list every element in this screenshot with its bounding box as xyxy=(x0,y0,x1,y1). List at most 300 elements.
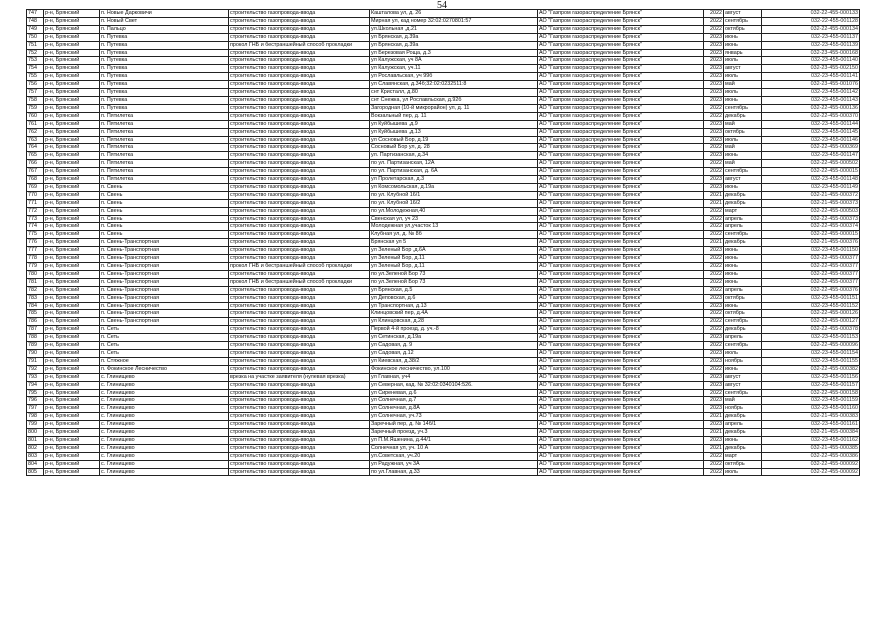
organization-cell: АО "Газпром газораспределение Брянск" xyxy=(538,89,704,97)
organization-cell: АО "Газпром газораспределение Брянск" xyxy=(538,326,704,334)
year-cell: 2023 xyxy=(704,49,724,57)
code-cell: 032-22-455-000127 xyxy=(762,318,860,326)
table-row xyxy=(27,73,860,81)
work-type-cell: строительство газопровода-ввода xyxy=(229,270,370,278)
month-cell: декабрь xyxy=(724,191,762,199)
district-cell: р-н, Брянский xyxy=(44,231,100,239)
district-cell: р-н, Брянский xyxy=(44,144,100,152)
month-cell: июнь xyxy=(724,152,762,160)
locality-cell: с. Глинищево xyxy=(100,436,229,444)
code-cell: 032-22-455-000374 xyxy=(762,223,860,231)
address-cell: Первой 4-й проезд, д. уч.-8 xyxy=(370,326,538,334)
address-cell: ул Славянская, д.34б;32:02:0232511:8 xyxy=(370,81,538,89)
year-cell: 2021 xyxy=(704,239,724,247)
year-cell: 2023 xyxy=(704,334,724,342)
year-cell: 2023 xyxy=(704,349,724,357)
month-cell: июль xyxy=(724,468,762,476)
row-number-cell: 768 xyxy=(27,176,44,184)
organization-cell: АО "Газпром газораспределение Брянск" xyxy=(538,215,704,223)
row-number-cell: 752 xyxy=(27,49,44,57)
district-cell: р-н, Брянский xyxy=(44,405,100,413)
row-number-cell: 802 xyxy=(27,444,44,452)
organization-cell: АО "Газпром газораспределение Брянск" xyxy=(538,436,704,444)
locality-cell: п. Пятилетка xyxy=(100,136,229,144)
locality-cell: п. Путевка xyxy=(100,96,229,104)
month-cell: июль xyxy=(724,73,762,81)
table-row xyxy=(27,389,860,397)
month-cell: июнь xyxy=(724,247,762,255)
table-row xyxy=(27,65,860,73)
month-cell: июль xyxy=(724,57,762,65)
locality-cell: п. Путевка xyxy=(100,57,229,65)
year-cell: 2021 xyxy=(704,429,724,437)
year-cell: 2023 xyxy=(704,41,724,49)
row-number-cell: 792 xyxy=(27,365,44,373)
address-cell: ул Комсомольская, д.19а xyxy=(370,183,538,191)
district-cell: р-н, Брянский xyxy=(44,263,100,271)
month-cell: июнь xyxy=(724,278,762,286)
year-cell: 2023 xyxy=(704,73,724,81)
month-cell: сентябрь xyxy=(724,389,762,397)
table-row xyxy=(27,270,860,278)
address-cell: ул Радужная, уч 3А xyxy=(370,460,538,468)
table-row xyxy=(27,25,860,33)
organization-cell: АО "Газпром газораспределение Брянск" xyxy=(538,183,704,191)
organization-cell: АО "Газпром газораспределение Брянск" xyxy=(538,191,704,199)
address-cell: ул Куйбышева ,д.9 xyxy=(370,120,538,128)
address-cell: ул П.М.Яшенина, д.44/1 xyxy=(370,436,538,444)
code-cell: 032-22-455-000136 xyxy=(762,104,860,112)
locality-cell: п. Новый Свет xyxy=(100,17,229,25)
row-number-cell: 756 xyxy=(27,81,44,89)
row-number-cell: 781 xyxy=(27,278,44,286)
table-row xyxy=(27,294,860,302)
address-cell: Молодежная ул,участок 13 xyxy=(370,223,538,231)
year-cell: 2022 xyxy=(704,215,724,223)
district-cell: р-н, Брянский xyxy=(44,152,100,160)
organization-cell: АО "Газпром газораспределение Брянск" xyxy=(538,10,704,18)
table-row xyxy=(27,191,860,199)
code-cell: 032-22-455-000369 xyxy=(762,144,860,152)
row-number-cell: 772 xyxy=(27,207,44,215)
district-cell: р-н, Брянский xyxy=(44,96,100,104)
table-row xyxy=(27,310,860,318)
work-type-cell: строительство газопровода-ввода xyxy=(229,468,370,476)
address-cell: по ул.Главная, д.33 xyxy=(370,468,538,476)
table-row xyxy=(27,49,860,57)
year-cell: 2022 xyxy=(704,17,724,25)
year-cell: 2022 xyxy=(704,231,724,239)
work-type-cell: строительство газопровода-ввода xyxy=(229,207,370,215)
address-cell: Сосновый Бор ул, д. 28 xyxy=(370,144,538,152)
year-cell: 2022 xyxy=(704,310,724,318)
work-type-cell: врезка на участке заявителя (нулевая врезка) xyxy=(229,373,370,381)
organization-cell: АО "Газпром газораспределение Брянск" xyxy=(538,413,704,421)
work-type-cell: строительство газопровода-ввода xyxy=(229,389,370,397)
month-cell: декабрь xyxy=(724,112,762,120)
table-row xyxy=(27,326,860,334)
address-cell: ул Сосновый Бор, д.19 xyxy=(370,136,538,144)
locality-cell: п. Пятилетка xyxy=(100,120,229,128)
table-row xyxy=(27,429,860,437)
work-type-cell: строительство газопровода-ввода xyxy=(229,342,370,350)
organization-cell: АО "Газпром газораспределение Брянск" xyxy=(538,57,704,65)
address-cell: ул Зеленый Бор, д.11 xyxy=(370,255,538,263)
month-cell: январь xyxy=(724,49,762,57)
month-cell: август xyxy=(724,10,762,18)
table-row xyxy=(27,460,860,468)
year-cell: 2023 xyxy=(704,373,724,381)
locality-cell: с. Глинищево xyxy=(100,468,229,476)
organization-cell: АО "Газпром газораспределение Брянск" xyxy=(538,334,704,342)
locality-cell: п. Пальцо xyxy=(100,25,229,33)
year-cell: 2023 xyxy=(704,81,724,89)
row-number-cell: 755 xyxy=(27,73,44,81)
year-cell: 2022 xyxy=(704,468,724,476)
work-type-cell: строительство газопровода-ввода xyxy=(229,89,370,97)
row-number-cell: 786 xyxy=(27,318,44,326)
year-cell: 2021 xyxy=(704,191,724,199)
work-type-cell: строительство газопровода-ввода xyxy=(229,452,370,460)
locality-cell: п. Путевка xyxy=(100,65,229,73)
year-cell: 2023 xyxy=(704,421,724,429)
address-cell: ул. Партизанская, д.34 xyxy=(370,152,538,160)
organization-cell: АО "Газпром газораспределение Брянск" xyxy=(538,136,704,144)
month-cell: апрель xyxy=(724,223,762,231)
row-number-cell: 771 xyxy=(27,199,44,207)
work-type-cell: строительство газопровода-ввода xyxy=(229,128,370,136)
table-row xyxy=(27,96,860,104)
table-row xyxy=(27,334,860,342)
row-number-cell: 777 xyxy=(27,247,44,255)
organization-cell: АО "Газпром газораспределение Брянск" xyxy=(538,389,704,397)
organization-cell: АО "Газпром газораспределение Брянск" xyxy=(538,294,704,302)
year-cell: 2023 xyxy=(704,302,724,310)
district-cell: р-н, Брянский xyxy=(44,255,100,263)
year-cell: 2022 xyxy=(704,389,724,397)
code-cell: 032-22-455-000378 xyxy=(762,326,860,334)
locality-cell: п. Свень-Транспортная xyxy=(100,255,229,263)
table-row xyxy=(27,318,860,326)
month-cell: ноябрь xyxy=(724,357,762,365)
work-type-cell: прокол ГНБ и бестраншейный способ прокладки xyxy=(229,263,370,271)
locality-cell: с. Глинищево xyxy=(100,413,229,421)
year-cell: 2022 xyxy=(704,112,724,120)
code-cell: 032-23-455-001151 xyxy=(762,294,860,302)
district-cell: р-н, Брянский xyxy=(44,460,100,468)
month-cell: декабрь xyxy=(724,444,762,452)
table-row xyxy=(27,168,860,176)
address-cell: по ул.Зеленой Бор 73 xyxy=(370,278,538,286)
table-row xyxy=(27,120,860,128)
page-number: 54 xyxy=(437,0,447,11)
year-cell: 2022 xyxy=(704,144,724,152)
district-cell: р-н, Брянский xyxy=(44,452,100,460)
code-cell: 032-23-455-001144 xyxy=(762,120,860,128)
locality-cell: с. Глинищево xyxy=(100,421,229,429)
address-cell: ул Зеленый Бор, д.11 xyxy=(370,263,538,271)
locality-cell: с. Глинищево xyxy=(100,397,229,405)
work-type-cell: строительство газопровода-ввода xyxy=(229,199,370,207)
month-cell: декабрь xyxy=(724,413,762,421)
table-row xyxy=(27,128,860,136)
code-cell: 032-23-455-002150 xyxy=(762,65,860,73)
table-row xyxy=(27,57,860,65)
code-cell: 032-22-455-000134 xyxy=(762,25,860,33)
organization-cell: АО "Газпром газораспределение Брянск" xyxy=(538,357,704,365)
organization-cell: АО "Газпром газораспределение Брянск" xyxy=(538,128,704,136)
address-cell: Фокинское лесничество, ул.100 xyxy=(370,365,538,373)
table-row xyxy=(27,199,860,207)
work-type-cell: строительство газопровода-ввода xyxy=(229,144,370,152)
year-cell: 2022 xyxy=(704,460,724,468)
address-cell: ул Сетинская, д.19а xyxy=(370,334,538,342)
table-row xyxy=(27,223,860,231)
district-cell: р-н, Брянский xyxy=(44,176,100,184)
address-cell: ул Солнечная, д.8А xyxy=(370,405,538,413)
code-cell: 032-22-455-000133 xyxy=(762,10,860,18)
locality-cell: с. Глинищево xyxy=(100,373,229,381)
table-row xyxy=(27,452,860,460)
month-cell: июнь xyxy=(724,436,762,444)
code-cell: 032-22-455-000377 xyxy=(762,278,860,286)
organization-cell: АО "Газпром газораспределение Брянск" xyxy=(538,33,704,41)
work-type-cell: строительство газопровода-ввода xyxy=(229,65,370,73)
month-cell: май xyxy=(724,160,762,168)
month-cell: июль xyxy=(724,89,762,97)
district-cell: р-н, Брянский xyxy=(44,191,100,199)
code-cell: 032-23-455-001149 xyxy=(762,183,860,191)
address-cell: ул Главная, уч4 xyxy=(370,373,538,381)
month-cell: август xyxy=(724,381,762,389)
work-type-cell: строительство газопровода-ввода xyxy=(229,112,370,120)
month-cell: июнь xyxy=(724,255,762,263)
district-cell: р-н, Брянский xyxy=(44,160,100,168)
work-type-cell: строительство газопровода-ввода xyxy=(229,334,370,342)
district-cell: р-н, Брянский xyxy=(44,41,100,49)
year-cell: 2022 xyxy=(704,326,724,334)
address-cell: ул Калужская, уч 8А xyxy=(370,57,538,65)
organization-cell: АО "Газпром газораспределение Брянск" xyxy=(538,263,704,271)
code-cell: 032-23-455-001141 xyxy=(762,73,860,81)
month-cell: декабрь xyxy=(724,326,762,334)
address-cell: ул Зеленый Бор ,д.6А xyxy=(370,247,538,255)
district-cell: р-н, Брянский xyxy=(44,81,100,89)
work-type-cell: строительство газопровода-ввода xyxy=(229,444,370,452)
organization-cell: АО "Газпром газораспределение Брянск" xyxy=(538,152,704,160)
year-cell: 2023 xyxy=(704,381,724,389)
code-cell: 032-23-455-001161 xyxy=(762,421,860,429)
table-row xyxy=(27,365,860,373)
address-cell: Клубная ул, д. № 8б xyxy=(370,231,538,239)
district-cell: р-н, Брянский xyxy=(44,349,100,357)
row-number-cell: 804 xyxy=(27,460,44,468)
year-cell: 2023 xyxy=(704,128,724,136)
work-type-cell: строительство газопровода-ввода xyxy=(229,104,370,112)
month-cell: июнь xyxy=(724,263,762,271)
month-cell: июнь xyxy=(724,41,762,49)
month-cell: май xyxy=(724,81,762,89)
code-cell: 032-23-455-001154 xyxy=(762,349,860,357)
month-cell: сентябрь xyxy=(724,231,762,239)
code-cell: 032-23-455-001142 xyxy=(762,89,860,97)
locality-cell: п. Свень xyxy=(100,207,229,215)
address-cell: ул Солнечная, уч.73 xyxy=(370,413,538,421)
year-cell: 2023 xyxy=(704,397,724,405)
organization-cell: АО "Газпром газораспределение Брянск" xyxy=(538,168,704,176)
row-number-cell: 766 xyxy=(27,160,44,168)
row-number-cell: 778 xyxy=(27,255,44,263)
locality-cell: п. Сеть xyxy=(100,334,229,342)
code-cell: 032-23-455-001157 xyxy=(762,381,860,389)
locality-cell: п. Пятилетка xyxy=(100,176,229,184)
row-number-cell: 761 xyxy=(27,120,44,128)
row-number-cell: 803 xyxy=(27,452,44,460)
code-cell: 032-23-455-001150 xyxy=(762,247,860,255)
locality-cell: п. Путевка xyxy=(100,33,229,41)
month-cell: сентябрь xyxy=(724,318,762,326)
locality-cell: п. Путевка xyxy=(100,49,229,57)
work-type-cell: прокол ГНБ и бестраншейный способ прокладки xyxy=(229,278,370,286)
work-type-cell: строительство газопровода-ввода xyxy=(229,17,370,25)
district-cell: р-н, Брянский xyxy=(44,294,100,302)
year-cell: 2023 xyxy=(704,183,724,191)
row-number-cell: 796 xyxy=(27,397,44,405)
code-cell: 032-23-455-001140 xyxy=(762,57,860,65)
locality-cell: с. Глинищево xyxy=(100,389,229,397)
code-cell: 032-22-455-000376 xyxy=(762,286,860,294)
address-cell: ул Калужская, уч.11 xyxy=(370,65,538,73)
address-cell: по ул.Молодежная,40 xyxy=(370,207,538,215)
code-cell: 032-23-455-001160 xyxy=(762,405,860,413)
work-type-cell: строительство газопровода-ввода xyxy=(229,73,370,81)
organization-cell: АО "Газпром газораспределение Брянск" xyxy=(538,302,704,310)
year-cell: 2022 xyxy=(704,223,724,231)
address-cell: Брянская ул 5 xyxy=(370,239,538,247)
code-cell: 032-23-455-001139 xyxy=(762,41,860,49)
work-type-cell: строительство газопровода-ввода xyxy=(229,326,370,334)
district-cell: р-н, Брянский xyxy=(44,199,100,207)
row-number-cell: 754 xyxy=(27,65,44,73)
locality-cell: п. Сеть xyxy=(100,349,229,357)
address-cell: ул Куйбышева ,д.13 xyxy=(370,128,538,136)
table-row xyxy=(27,349,860,357)
district-cell: р-н, Брянский xyxy=(44,65,100,73)
month-cell: сентябрь xyxy=(724,17,762,25)
row-number-cell: 751 xyxy=(27,41,44,49)
month-cell: июнь xyxy=(724,183,762,191)
row-number-cell: 767 xyxy=(27,168,44,176)
organization-cell: АО "Газпром газораспределение Брянск" xyxy=(538,310,704,318)
district-cell: р-н, Брянский xyxy=(44,326,100,334)
address-cell: по ул. Партизанская, д. 6А xyxy=(370,168,538,176)
row-number-cell: 787 xyxy=(27,326,44,334)
row-number-cell: 797 xyxy=(27,405,44,413)
district-cell: р-н, Брянский xyxy=(44,73,100,81)
district-cell: р-н, Брянский xyxy=(44,286,100,294)
row-number-cell: 762 xyxy=(27,128,44,136)
year-cell: 2023 xyxy=(704,405,724,413)
organization-cell: АО "Газпром газораспределение Брянск" xyxy=(538,207,704,215)
table-row xyxy=(27,342,860,350)
work-type-cell: строительство газопровода-ввода xyxy=(229,10,370,18)
address-cell: Солнечная ул, уч. 10 А xyxy=(370,444,538,452)
address-cell: снт Снежка, ул Рославльская, д.92б xyxy=(370,96,538,104)
work-type-cell: строительство газопровода-ввода xyxy=(229,120,370,128)
month-cell: май xyxy=(724,120,762,128)
locality-cell: п. Путевка xyxy=(100,104,229,112)
work-type-cell: строительство газопровода-ввода xyxy=(229,57,370,65)
table-row xyxy=(27,381,860,389)
locality-cell: п. Свень-Транспортная xyxy=(100,278,229,286)
organization-cell: АО "Газпром газораспределение Брянск" xyxy=(538,112,704,120)
year-cell: 2023 xyxy=(704,294,724,302)
table-row xyxy=(27,286,860,294)
year-cell: 2023 xyxy=(704,65,724,73)
locality-cell: п. Свень xyxy=(100,199,229,207)
table-row xyxy=(27,104,860,112)
month-cell: март xyxy=(724,452,762,460)
month-cell: июнь xyxy=(724,365,762,373)
code-cell: 032-23-455-001137 xyxy=(762,33,860,41)
district-cell: р-н, Брянский xyxy=(44,183,100,191)
locality-cell: п. Свень xyxy=(100,191,229,199)
district-cell: р-н, Брянский xyxy=(44,278,100,286)
month-cell: сентябрь xyxy=(724,104,762,112)
row-number-cell: 758 xyxy=(27,96,44,104)
district-cell: р-н, Брянский xyxy=(44,365,100,373)
address-cell: ул Сиреневая, д.6 xyxy=(370,389,538,397)
work-type-cell: прокол ГНБ и бестраншейный способ прокладки xyxy=(229,41,370,49)
address-cell: ул Брянская, д.5 xyxy=(370,286,538,294)
district-cell: р-н, Брянский xyxy=(44,334,100,342)
row-number-cell: 750 xyxy=(27,33,44,41)
month-cell: август xyxy=(724,65,762,73)
table-row xyxy=(27,183,860,191)
code-cell: 032-22-455-000377 xyxy=(762,263,860,271)
district-cell: р-н, Брянский xyxy=(44,310,100,318)
month-cell: август xyxy=(724,373,762,381)
locality-cell: п. Пятилетка xyxy=(100,112,229,120)
month-cell: июнь xyxy=(724,270,762,278)
row-number-cell: 776 xyxy=(27,239,44,247)
address-cell: по ул.Зеленой Бор 73 xyxy=(370,270,538,278)
month-cell: октябрь xyxy=(724,294,762,302)
work-type-cell: строительство газопровода-ввода xyxy=(229,294,370,302)
row-number-cell: 753 xyxy=(27,57,44,65)
district-cell: р-н, Брянский xyxy=(44,33,100,41)
work-type-cell: строительство газопровода-ввода xyxy=(229,405,370,413)
table-row xyxy=(27,405,860,413)
code-cell: 032-22-455-000158 xyxy=(762,389,860,397)
code-cell: 032-22-455-000502 xyxy=(762,160,860,168)
code-cell: 032-21-455-000373 xyxy=(762,199,860,207)
row-number-cell: 774 xyxy=(27,223,44,231)
organization-cell: АО "Газпром газораспределение Брянск" xyxy=(538,278,704,286)
address-cell: по ул. Клубной 16/1 xyxy=(370,191,538,199)
organization-cell: АО "Газпром газораспределение Брянск" xyxy=(538,120,704,128)
table-row xyxy=(27,17,860,25)
district-cell: р-н, Брянский xyxy=(44,10,100,18)
organization-cell: АО "Газпром газораспределение Брянск" xyxy=(538,223,704,231)
locality-cell: п. Путевка xyxy=(100,81,229,89)
organization-cell: АО "Газпром газораспределение Брянск" xyxy=(538,160,704,168)
work-type-cell: строительство газопровода-ввода xyxy=(229,286,370,294)
district-cell: р-н, Брянский xyxy=(44,89,100,97)
work-type-cell: строительство газопровода-ввода xyxy=(229,255,370,263)
code-cell: 032-22-455-000096 xyxy=(762,342,860,350)
locality-cell: п. Пятилетка xyxy=(100,160,229,168)
